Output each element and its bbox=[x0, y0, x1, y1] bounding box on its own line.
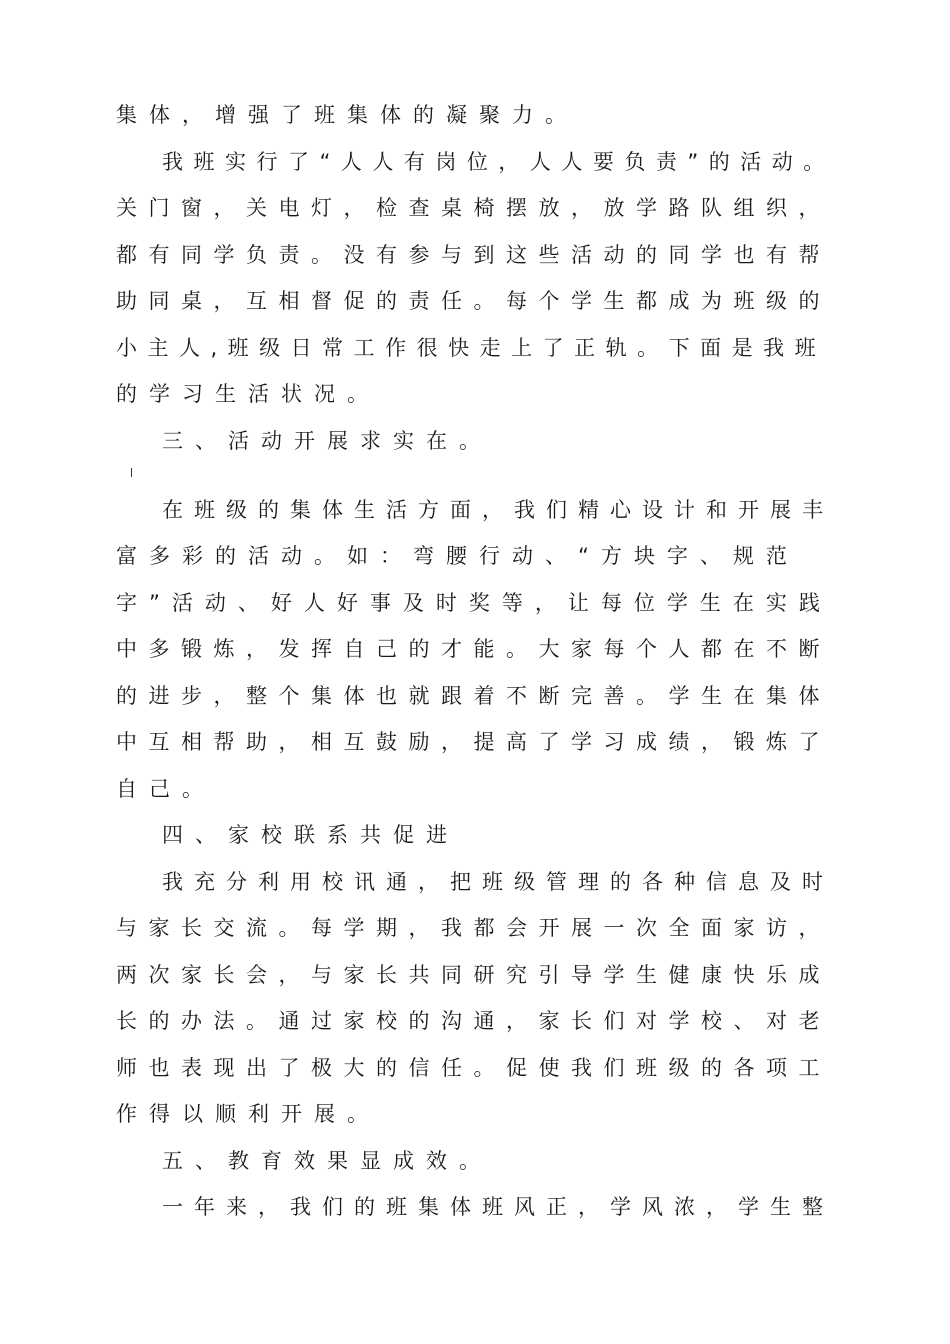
section-heading: 五、教育效果显成效。 bbox=[162, 1149, 492, 1173]
section-heading: 四、家校联系共促进 bbox=[162, 823, 459, 847]
text-line: 与家长交流。每学期，我都会开展一次全面家访， bbox=[116, 916, 831, 940]
text-line: 的进步，整个集体也就跟着不断完善。学生在集体 bbox=[116, 684, 831, 708]
text-line: 一年来，我们的班集体班风正，学风浓，学生整 bbox=[162, 1195, 834, 1219]
text-line: 两次家长会，与家长共同研究引导学生健康快乐成 bbox=[116, 963, 831, 987]
text-line: 小主人,班级日常工作很快走上了正轨。下面是我班 bbox=[116, 336, 827, 360]
text-line: 关门窗，关电灯，检查桌椅摆放，放学路队组织， bbox=[116, 196, 831, 220]
text-line: 作得以顺利开展。 bbox=[116, 1102, 380, 1126]
text-line: 的学习生活状况。 bbox=[116, 382, 380, 406]
text-line: 师也表现出了极大的信任。促使我们班级的各项工 bbox=[116, 1056, 831, 1080]
text-line: 助同桌，互相督促的责任。每个学生都成为班级的 bbox=[116, 289, 831, 313]
text-line: 自己。 bbox=[116, 777, 215, 801]
section-heading: 三、活动开展求实在。 bbox=[162, 429, 492, 453]
text-line: 字”活动、好人好事及时奖等，让每位学生在实践 bbox=[116, 591, 832, 615]
text-line: 我班实行了“人人有岗位，人人要负责”的活动。 bbox=[162, 150, 835, 174]
text-line: 在班级的集体生活方面，我们精心设计和开展丰 bbox=[162, 498, 834, 522]
text-line: 中多锻炼，发挥自己的才能。大家每个人都在不断 bbox=[116, 637, 831, 661]
text-line: 集体，增强了班集体的凝聚力。 bbox=[116, 103, 578, 127]
text-line: 富多彩的活动。如：弯腰行动、“方块字、规范 bbox=[116, 544, 799, 568]
text-line: 长的办法。通过家校的沟通，家长们对学校、对老 bbox=[116, 1009, 831, 1033]
text-line: 都有同学负责。没有参与到这些活动的同学也有帮 bbox=[116, 243, 831, 267]
text-cursor-mark bbox=[131, 468, 132, 477]
text-line: 我充分利用校讯通，把班级管理的各种信息及时 bbox=[162, 870, 834, 894]
text-line: 中互相帮助，相互鼓励，提高了学习成绩，锻炼了 bbox=[116, 730, 831, 754]
